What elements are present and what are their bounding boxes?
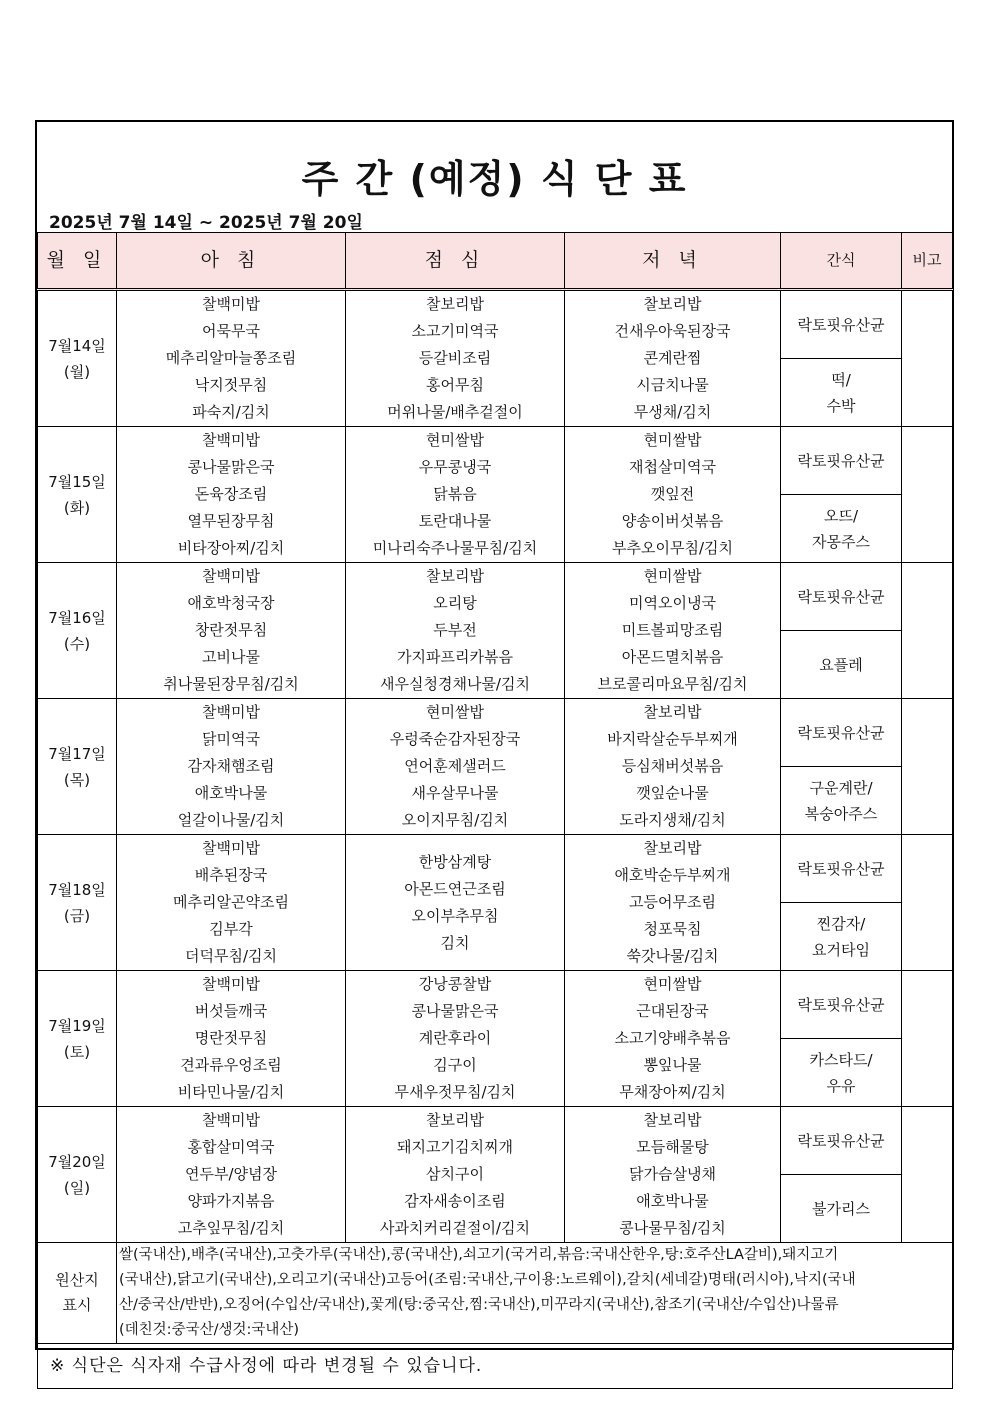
- day-weekday: (일): [63, 1178, 91, 1197]
- breakfast-item: 돈육장조림: [194, 485, 268, 503]
- dinner-cell: [565, 835, 781, 971]
- day-date: 7월16일: [48, 608, 106, 627]
- lunch-item: 오리탕: [433, 594, 477, 612]
- day-row: [38, 835, 953, 903]
- day-weekday: (월): [63, 362, 91, 381]
- dinner-item: 찰보리밥: [643, 839, 702, 857]
- day-row: [38, 563, 953, 631]
- dinner-item: 깻잎순나물: [636, 784, 709, 802]
- dinner-item: 브로콜리마요무침/김치: [597, 675, 748, 693]
- weekly-menu-table: [37, 232, 953, 1389]
- day-date: 7월20일: [48, 1152, 106, 1171]
- note-cell: [902, 699, 953, 835]
- lunch-item: 강낭콩찰밥: [418, 975, 492, 993]
- origin-label: [38, 1243, 117, 1344]
- snack-second-cell: [781, 767, 902, 835]
- lunch-item: 감자새송이조림: [404, 1192, 506, 1210]
- header-date: 월 일: [38, 233, 117, 290]
- breakfast-item: 애호박청국장: [187, 594, 275, 612]
- dinner-cell: [565, 427, 781, 563]
- snack-item: 자몽주스: [812, 532, 870, 551]
- header-dinner: 저 녁: [565, 233, 781, 290]
- breakfast-item: 버섯들깨국: [194, 1002, 268, 1020]
- breakfast-item: 배추된장국: [194, 866, 268, 884]
- lunch-item: 우무콩냉국: [418, 458, 492, 476]
- dinner-item: 부추오이무침/김치: [612, 539, 733, 557]
- snack-probiotic-cell: [781, 563, 902, 631]
- lunch-item: 김치: [440, 933, 470, 952]
- breakfast-item: 취나물된장무침/김치: [163, 675, 299, 693]
- origin-line: 산/중국산/반반),오징어(수입산/국내산),꽃게(탕:중국산,찜:국내산),미꾸라지(국내산),참조기(국내산/수입산)나물류: [119, 1297, 839, 1313]
- page-title: 주 간 (예정) 식 단 표: [301, 157, 688, 201]
- snack-probiotic-cell: [781, 290, 902, 359]
- lunch-item: 아몬드연근조림: [404, 879, 506, 898]
- note-cell: [902, 1107, 953, 1243]
- dinner-item: 아몬드멸치볶음: [621, 648, 724, 666]
- snack-item: 락토핏유산균: [797, 315, 885, 334]
- snack-second-cell: [781, 1175, 902, 1243]
- origin-row: [38, 1243, 953, 1344]
- lunch-cell: [346, 699, 565, 835]
- snack-item: 락토핏유산균: [797, 859, 885, 878]
- snack-item: 우유: [826, 1076, 856, 1095]
- breakfast-item: 양파가지볶음: [187, 1192, 275, 1210]
- dinner-item: 건새우아욱된장국: [614, 322, 731, 340]
- header-note: 비고: [902, 233, 953, 290]
- lunch-cell: [346, 563, 565, 699]
- lunch-item: 한방삼계탕: [418, 852, 492, 871]
- note-cell: [902, 971, 953, 1107]
- breakfast-item: 홍합살미역국: [187, 1138, 275, 1156]
- breakfast-cell: [117, 971, 346, 1107]
- lunch-item: 계란후라이: [418, 1029, 492, 1047]
- lunch-item: 돼지고기김치찌개: [397, 1138, 513, 1156]
- header-snack: 간식: [781, 233, 902, 290]
- day-date-cell: [38, 290, 117, 427]
- origin-label-line: 원산지: [55, 1271, 99, 1289]
- day-row: [38, 699, 953, 767]
- dinner-item: 현미쌀밥: [643, 431, 702, 449]
- lunch-item: 우렁죽순감자된장국: [389, 730, 521, 748]
- day-weekday: (수): [63, 634, 91, 653]
- lunch-item: 토란대나물: [418, 512, 492, 530]
- breakfast-item: 찰백미밥: [202, 567, 260, 585]
- snack-item: 불가리스: [812, 1199, 870, 1218]
- snack-item: 떡/: [831, 370, 851, 389]
- dinner-item: 근대된장국: [636, 1002, 709, 1020]
- dinner-item: 찰보리밥: [643, 703, 702, 721]
- breakfast-cell: [117, 427, 346, 563]
- day-weekday: (목): [63, 770, 91, 789]
- dinner-item: 콘계란찜: [643, 349, 702, 367]
- lunch-item: 미나리숙주나물무침/김치: [372, 539, 538, 557]
- breakfast-item: 김부각: [209, 920, 253, 938]
- day-date-cell: [38, 427, 117, 563]
- snack-probiotic-cell: [781, 427, 902, 495]
- dinner-cell: [565, 1107, 781, 1243]
- day-row: [38, 971, 953, 1039]
- breakfast-item: 비타민나물/김치: [177, 1083, 285, 1101]
- origin-label-line: 표시: [62, 1296, 92, 1314]
- notice-row: [38, 1344, 953, 1389]
- breakfast-item: 고비나물: [202, 648, 260, 666]
- dinner-item: 닭가슴살냉채: [629, 1165, 716, 1183]
- lunch-item: 소고기미역국: [411, 322, 499, 340]
- snack-item: 요거타임: [812, 940, 870, 959]
- snack-item: 요플레: [819, 655, 863, 674]
- lunch-item: 홍어무침: [426, 376, 484, 394]
- dinner-item: 현미쌀밥: [643, 567, 702, 585]
- snack-probiotic-cell: [781, 1107, 902, 1175]
- dinner-item: 양송이버섯볶음: [621, 512, 724, 530]
- breakfast-item: 열무된장무침: [187, 512, 275, 530]
- dinner-item: 쑥갓나물/김치: [626, 947, 719, 965]
- day-date: 7월19일: [48, 1016, 106, 1035]
- breakfast-item: 어묵무국: [202, 322, 260, 340]
- lunch-cell: [346, 290, 565, 427]
- header-row: [38, 233, 953, 290]
- lunch-item: 찰보리밥: [426, 295, 484, 313]
- menu-sheet: [35, 120, 954, 1376]
- dinner-item: 청포묵침: [643, 920, 702, 938]
- snack-item: 카스타드/: [809, 1050, 873, 1069]
- breakfast-item: 낙지젓무침: [194, 376, 268, 394]
- day-date: 7월14일: [48, 336, 106, 355]
- lunch-item: 현미쌀밥: [426, 431, 484, 449]
- dinner-item: 찰보리밥: [643, 295, 702, 313]
- breakfast-item: 찰백미밥: [202, 1111, 260, 1129]
- menu-body: [38, 290, 953, 1243]
- breakfast-item: 창란젓무침: [194, 621, 268, 639]
- lunch-item: 등갈비조림: [418, 349, 492, 367]
- breakfast-item: 찰백미밥: [202, 839, 260, 857]
- dinner-item: 무채장아찌/김치: [619, 1083, 726, 1101]
- lunch-item: 두부전: [433, 621, 477, 639]
- lunch-item: 오이지무침/김치: [401, 811, 509, 829]
- breakfast-item: 명란젓무침: [194, 1029, 268, 1047]
- day-row: [38, 427, 953, 495]
- notice-text: ※ 식단은 식자재 수급사정에 따라 변경될 수 있습니다.: [38, 1344, 953, 1389]
- day-date: 7월18일: [48, 880, 106, 899]
- dinner-cell: [565, 290, 781, 427]
- snack-probiotic-cell: [781, 971, 902, 1039]
- breakfast-item: 얼갈이나물/김치: [177, 811, 285, 829]
- breakfast-item: 찰백미밥: [202, 295, 260, 313]
- dinner-item: 현미쌀밥: [643, 975, 702, 993]
- dinner-item: 고등어무조림: [629, 893, 716, 911]
- origin-text: [117, 1243, 953, 1344]
- day-date-cell: [38, 699, 117, 835]
- lunch-item: 사과치커리겉절이/김치: [380, 1219, 530, 1237]
- snack-second-cell: [781, 359, 902, 427]
- menu-period: 2025년 7월 14일 ~ 2025년 7월 20일: [49, 213, 363, 233]
- lunch-item: 머위나물/배추겉절이: [387, 403, 523, 421]
- lunch-cell: [346, 835, 565, 971]
- dinner-cell: [565, 971, 781, 1107]
- breakfast-item: 닭미역국: [202, 730, 260, 748]
- day-weekday: (토): [63, 1042, 91, 1061]
- note-cell: [902, 563, 953, 699]
- breakfast-item: 견과류우엉조림: [180, 1056, 282, 1074]
- snack-second-cell: [781, 495, 902, 563]
- lunch-cell: [346, 1107, 565, 1243]
- breakfast-cell: [117, 1107, 346, 1243]
- lunch-item: 새우살무나물: [411, 784, 499, 802]
- note-cell: [902, 427, 953, 563]
- breakfast-item: 파숙지/김치: [192, 403, 270, 421]
- breakfast-cell: [117, 563, 346, 699]
- snack-item: 수박: [826, 396, 856, 415]
- breakfast-cell: [117, 699, 346, 835]
- snack-second-cell: [781, 1039, 902, 1107]
- dinner-cell: [565, 699, 781, 835]
- breakfast-item: 메추리알마늘쫑조림: [165, 349, 297, 367]
- dinner-item: 애호박순두부찌개: [614, 866, 731, 884]
- lunch-item: 삼치구이: [426, 1165, 484, 1183]
- dinner-item: 바지락살순두부찌개: [607, 730, 738, 748]
- breakfast-item: 더덕무침/김치: [185, 947, 277, 965]
- origin-line: 쌀(국내산),배추(국내산),고춧가루(국내산),콩(국내산),쇠고기(국거리,볶음:국내산한우,탕:호주산LA갈비),돼지고기: [119, 1247, 839, 1263]
- breakfast-item: 연두부/양념장: [185, 1165, 277, 1183]
- note-cell: [902, 835, 953, 971]
- lunch-item: 콩나물맑은국: [411, 1002, 499, 1020]
- dinner-item: 콩나물무침/김치: [619, 1219, 726, 1237]
- origin-line: (데친것:중국산/생것:국내산): [119, 1322, 300, 1338]
- breakfast-item: 찰백미밥: [202, 703, 260, 721]
- lunch-item: 새우실청경채나물/김치: [380, 675, 530, 693]
- note-cell: [902, 290, 953, 427]
- lunch-item: 무새우젓무침/김치: [394, 1083, 516, 1101]
- breakfast-item: 찰백미밥: [202, 975, 260, 993]
- day-date-cell: [38, 563, 117, 699]
- day-row: [38, 1107, 953, 1175]
- lunch-cell: [346, 427, 565, 563]
- dinner-item: 뽕잎나물: [643, 1056, 702, 1074]
- lunch-item: 찰보리밥: [426, 1111, 484, 1129]
- snack-item: 구운계란/: [809, 778, 873, 797]
- dinner-item: 모듬해물탕: [636, 1138, 709, 1156]
- breakfast-cell: [117, 835, 346, 971]
- dinner-item: 애호박나물: [636, 1192, 709, 1210]
- breakfast-cell: [117, 290, 346, 427]
- dinner-item: 소고기양배추볶음: [614, 1029, 731, 1047]
- snack-item: 락토핏유산균: [797, 723, 885, 742]
- lunch-item: 가지파프리카볶음: [397, 648, 513, 666]
- lunch-cell: [346, 971, 565, 1107]
- snack-second-cell: [781, 903, 902, 971]
- day-date-cell: [38, 971, 117, 1107]
- day-date-cell: [38, 1107, 117, 1243]
- lunch-item: 연어훈제샐러드: [404, 757, 506, 775]
- dinner-item: 재첩살미역국: [629, 458, 716, 476]
- snack-item: 오뜨/: [823, 506, 859, 525]
- breakfast-item: 고추잎무침/김치: [177, 1219, 285, 1237]
- day-date-cell: [38, 835, 117, 971]
- lunch-item: 오이부추무침: [411, 906, 499, 925]
- snack-item: 복숭아주스: [804, 804, 878, 823]
- breakfast-item: 찰백미밥: [202, 431, 260, 449]
- snack-second-cell: [781, 631, 902, 699]
- snack-item: 찐감자/: [816, 914, 866, 933]
- dinner-item: 깻잎전: [650, 485, 695, 503]
- breakfast-item: 애호박나물: [194, 784, 268, 802]
- dinner-item: 시금치나물: [636, 376, 709, 394]
- dinner-item: 미역오이냉국: [629, 594, 716, 612]
- snack-item: 락토핏유산균: [797, 451, 885, 470]
- lunch-item: 현미쌀밥: [426, 703, 484, 721]
- breakfast-item: 감자채햄조림: [187, 757, 275, 775]
- breakfast-item: 비타장아찌/김치: [177, 539, 285, 557]
- snack-item: 락토핏유산균: [797, 995, 885, 1014]
- dinner-item: 미트볼피망조림: [621, 621, 724, 639]
- header-breakfast: 아 침: [117, 233, 346, 290]
- dinner-item: 도라지생채/김치: [619, 811, 726, 829]
- snack-probiotic-cell: [781, 835, 902, 903]
- day-weekday: (화): [63, 498, 91, 517]
- dinner-item: 찰보리밥: [643, 1111, 702, 1129]
- day-row: [38, 290, 953, 359]
- snack-item: 락토핏유산균: [797, 1131, 885, 1150]
- day-date: 7월17일: [48, 744, 106, 763]
- dinner-cell: [565, 563, 781, 699]
- day-date: 7월15일: [48, 472, 106, 491]
- origin-line: (국내산),닭고기(국내산),오리고기(국내산)고등어(조림:국내산,구이용:노르웨이),갈치(세네갈)명태(러시아),낙지(국내: [119, 1272, 856, 1288]
- dinner-item: 등심채버섯볶음: [621, 757, 724, 775]
- breakfast-item: 콩나물맑은국: [187, 458, 275, 476]
- lunch-item: 김구이: [433, 1056, 477, 1074]
- snack-item: 락토핏유산균: [797, 587, 885, 606]
- header-lunch: 점 심: [346, 233, 565, 290]
- breakfast-item: 메추리알곤약조림: [173, 893, 289, 911]
- dinner-item: 무생채/김치: [633, 403, 712, 421]
- lunch-item: 찰보리밥: [426, 567, 484, 585]
- snack-probiotic-cell: [781, 699, 902, 767]
- day-weekday: (금): [63, 906, 91, 925]
- lunch-item: 닭볶음: [433, 485, 477, 503]
